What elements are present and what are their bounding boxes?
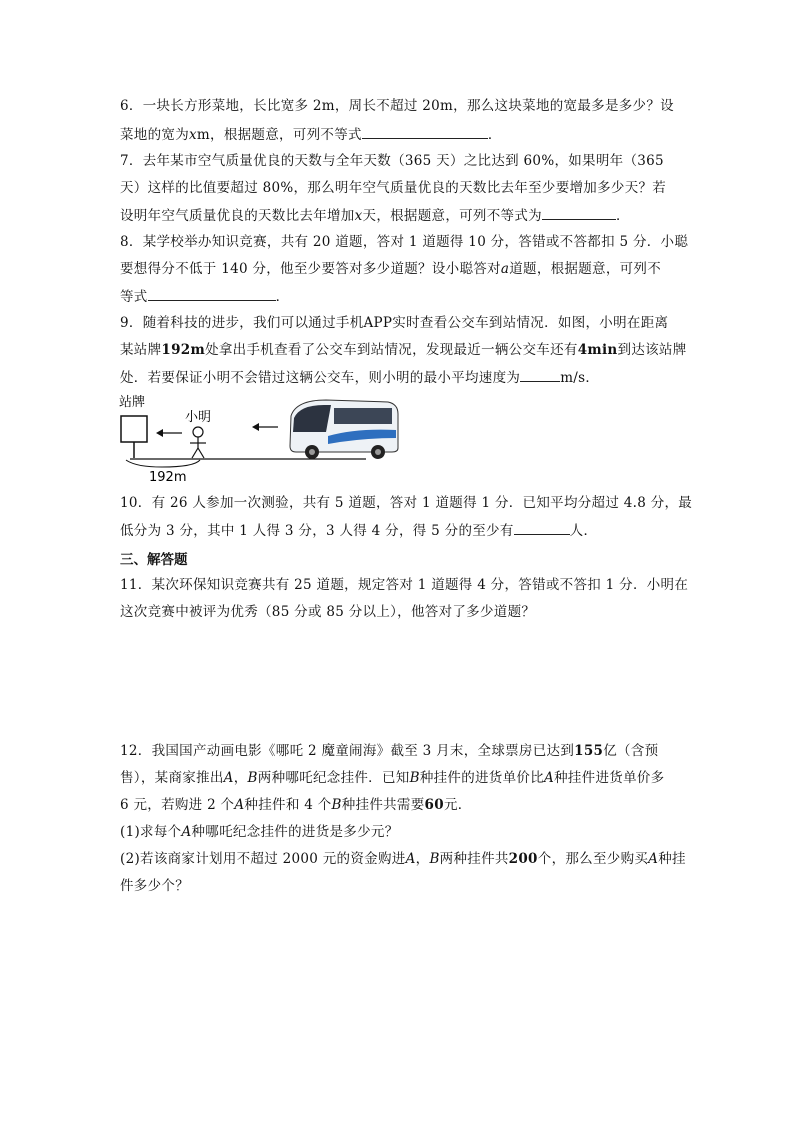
q12-sub-2-line-2: 件多少个？ (120, 878, 189, 894)
answer-blank-q6[interactable] (362, 124, 488, 139)
q10-line-1: 10．有 26 人参加一次测验，共有 5 道题，答对 1 道题得 1 分．已知平均分超过 4.8 分，最 (120, 495, 693, 511)
q7-line-1: 7．去年某市空气质量优良的天数与全年天数（365 天）之比达到 60%，如果明年（365 (120, 153, 664, 169)
distance-bracket (126, 460, 200, 467)
q11-line-2: 这次竞赛中被评为优秀（85 分或 85 分以上），他答对了多少道题？ (120, 604, 536, 620)
q9-line-2: 某站牌192m处拿出手机查看了公交车到站情况，发现最近一辆公交车还有4min到达该站牌 (120, 342, 687, 358)
left-arrow-icon (156, 429, 182, 437)
q12-line-2: 售），某商家推出A，B两种哪吒纪念挂件．已知B种挂件的进货单价比A种挂件进货单价多 (120, 770, 665, 786)
q8-line-3: 等式 ． (120, 286, 289, 307)
q12-line-1: 12．我国国产动画电影《哪吒 2 魔童闹海》截至 3 月末，全球票房已达到155亿（含预 (120, 743, 659, 759)
person-icon (190, 427, 206, 458)
distance-label: 192m (149, 470, 187, 484)
q8-line-1: 8．某学校举办知识竞赛，共有 20 道题，答对 1 道题得 10 分，答错或不答都扣 5 分．小聪 (120, 234, 689, 250)
q6-line-1: 6．一块长方形菜地，长比宽多 2m，周长不超过 20m，那么这块菜地的宽最多是多少？设 (120, 98, 674, 114)
q7-line-2: 天）这样的比值要超过 80%，那么明年空气质量优良的天数比去年至少要增加多少天？若 (120, 180, 667, 196)
q12-sub-2: (2)若该商家计划用不超过 2000 元的资金购进A，B两种挂件共200个，那么至少购买A种挂 (120, 851, 686, 867)
person-label: 小明 (185, 410, 212, 425)
bus-icon (290, 400, 398, 459)
q9-line-1: 9．随着科技的进步，我们可以通过手机APP实时查看公交车到站情况．如图，小明在距离 (120, 315, 669, 331)
bus-stop-label: 站牌 (119, 395, 146, 410)
q12-line-3: 6 元，若购进 2 个A种挂件和 4 个B种挂件共需要60元． (120, 797, 472, 813)
section-heading: 三、解答题 (120, 552, 188, 568)
answer-blank-q7[interactable] (542, 205, 616, 220)
answer-blank-q9[interactable] (520, 367, 560, 382)
bus-stop-sign-icon (121, 416, 147, 442)
answer-blank-q10[interactable] (514, 520, 570, 535)
q12-sub-1: (1)求每个A种哪吒纪念挂件的进货是多少元？ (120, 824, 399, 840)
q6-line-2: 菜地的宽为xm，根据题意，可列不等式 ． (120, 124, 502, 145)
q11-line-1: 11．某次环保知识竞赛共有 25 道题，规定答对 1 道题得 4 分，答错或不答扣 1 分．小明在 (120, 577, 689, 593)
answer-blank-q8[interactable] (148, 286, 276, 301)
q9-line-3: 处．若要保证小明不会错过这辆公交车，则小明的最小平均速度为 m/s． (120, 367, 599, 388)
q8-line-2: 要想得分不低于 140 分，他至少要答对多少道题？设小聪答对a道题，根据题意，可列不 (120, 261, 662, 277)
right-arrow-icon (252, 423, 278, 431)
q7-line-3: 设明年空气质量优良的天数比去年增加x天，根据题意，可列不等式为 ． (120, 205, 630, 226)
q10-line-2: 低分为 3 分，其中 1 人得 3 分，3 人得 4 分，得 5 分的至少有 人． (120, 520, 597, 541)
q9-figure (116, 388, 416, 484)
